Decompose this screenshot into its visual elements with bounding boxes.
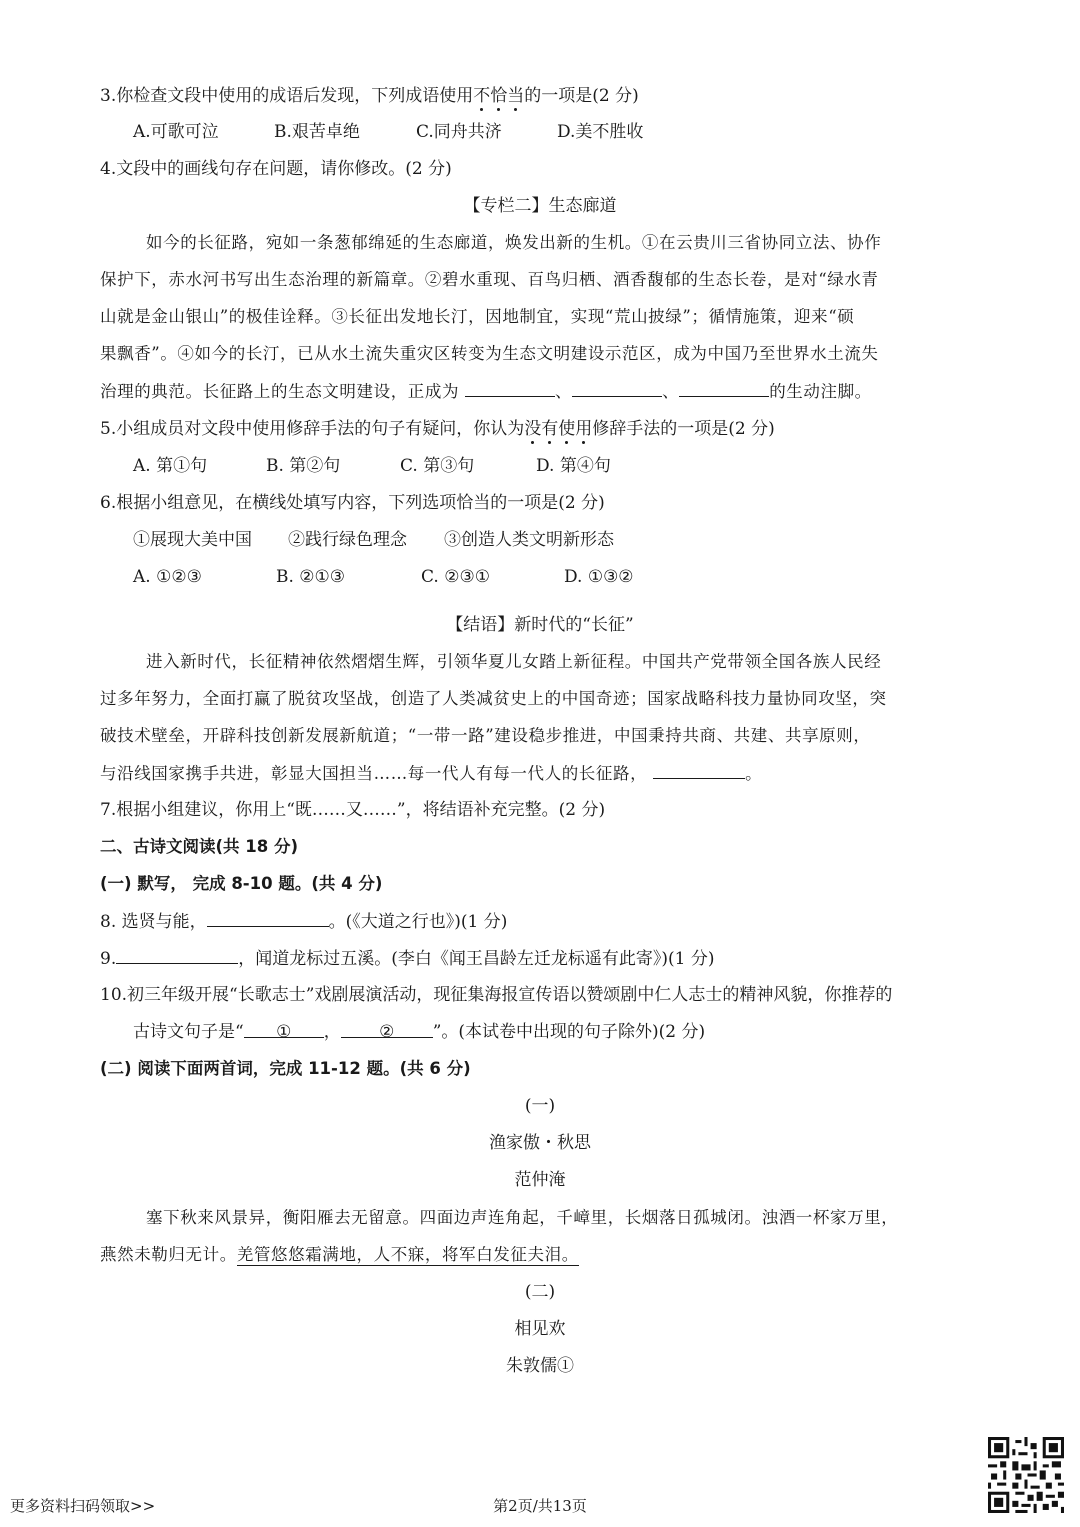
option-a: A. ①②③	[133, 567, 202, 587]
poem2-title: 相见欢	[514, 1319, 566, 1339]
question-10: 10.初三年级开展“长歌志士”戏剧展演活动，现征集海报宣传语以赞颂剧中仁人志士的精神风貌，你推荐的	[100, 985, 893, 1005]
question-4: 4.文段中的画线句存在问题，请你修改。(2 分)	[100, 159, 452, 179]
conclusion-heading: 【结语】新时代的“长征”	[446, 615, 634, 635]
answer-blank-2[interactable]: ②	[341, 1019, 433, 1038]
section-2-heading: 二、古诗文阅读(共 18 分)	[100, 837, 299, 856]
conclusion-line: 破技术壁垒，开辟科技创新发展新航道；“一带一路”建设稳步推进，中国秉持共商、共建、共享原则，	[100, 726, 871, 745]
column2-line: 果飘香”。④如今的长汀，已从水土流失重灾区转变为生态文明建设示范区，成为中国乃至世界水土流失	[100, 344, 879, 363]
poem1-number: (一)	[524, 1096, 556, 1116]
option-a: A. 第①句	[133, 456, 208, 476]
option-b: B.艰苦卓绝	[274, 122, 360, 142]
question-9: 9. ，闻道龙标过五溪。(李白《闻王昌龄左迁龙标遥有此寄》)(1 分)	[100, 945, 714, 972]
option-a: A.可歌可泣	[133, 122, 219, 142]
poem1-line: 塞下秋来风景异，衡阳雁去无留意。四面边声连角起，千嶂里，长烟落日孤城闭。浊酒一杯家万里，	[146, 1208, 899, 1227]
item-3: ③创造人类文明新形态	[444, 530, 614, 550]
question-5: 5.小组成员对文段中使用修辞手法的句子有疑问，你认为没有使用修辞手法的一项是(2 分)	[100, 419, 775, 439]
answer-blank[interactable]	[207, 908, 329, 927]
poem2-author: 朱敦儒①	[506, 1356, 574, 1376]
conclusion-line: 过多年努力，全面打赢了脱贫攻坚战，创造了人类减贫史上的中国奇迹；国家战略科技力量协同攻坚，突	[100, 689, 887, 708]
column2-line: 山就是金山银山”的极佳诠释。③长征出发地长汀，因地制宜，实现“荒山披绿”；循情施策，迎来“硕	[100, 307, 855, 326]
answer-blank[interactable]	[572, 378, 662, 397]
column2-line: 保护下，赤水河书写出生态治理的新篇章。②碧水重现、百鸟归栖、酒香馥郁的生态长卷，是对“绿水青	[100, 270, 879, 289]
poem2-number: (二)	[524, 1282, 556, 1302]
question-10-answer-line: 古诗文句子是“ ① ， ② ”。(本试卷中出现的句子除外)(2 分)	[133, 1019, 705, 1045]
column2-last-line: 治理的典范。长征路上的生态文明建设，正成为 、 、 的生动注脚。	[100, 378, 872, 405]
column2-heading: 【专栏二】生态廊道	[463, 196, 617, 216]
column2-line: 如今的长征路，宛如一条葱郁绵延的生态廊道，焕发出新的生机。①在云贵川三省协同立法、协作	[146, 233, 882, 252]
option-c: C.同舟共济	[416, 122, 502, 142]
poem1-line: 燕然未勒归无计。羌管悠悠霜满地，人不寐，将军白发征夫泪。	[100, 1245, 579, 1264]
option-d: D. ①③②	[564, 567, 634, 587]
poem1-author: 范仲淹	[514, 1170, 566, 1190]
option-d: D.美不胜收	[557, 122, 644, 142]
answer-blank-1[interactable]: ①	[244, 1019, 324, 1038]
footer-more-resources: 更多资料扫码领取>>	[10, 1497, 156, 1515]
page-number: 第2页/共13页	[493, 1497, 587, 1515]
item-2: ②践行绿色理念	[288, 530, 407, 550]
answer-blank[interactable]	[465, 378, 555, 397]
answer-blank[interactable]	[679, 378, 769, 397]
option-c: C. 第③句	[400, 456, 475, 476]
conclusion-line: 进入新时代，长征精神依然熠熠生辉，引领华夏儿女踏上新征程。中国共产党带领全国各族人民经	[146, 652, 882, 671]
answer-blank[interactable]	[653, 760, 745, 779]
poem1-title: 渔家傲・秋思	[489, 1133, 591, 1153]
part-2-heading: (二) 阅读下面两首词，完成 11-12 题。(共 6 分)	[100, 1059, 471, 1078]
conclusion-last-line: 与沿线国家携手共进，彰显大国担当……每一代人有每一代人的长征路， 。	[100, 760, 762, 787]
part-1-heading: (一) 默写， 完成 8-10 题。(共 4 分)	[100, 874, 383, 893]
answer-blank[interactable]	[116, 945, 238, 964]
question-6: 6.根据小组意见，在横线处填写内容，下列选项恰当的一项是(2 分)	[100, 493, 605, 513]
question-7: 7.根据小组建议，你用上“既……又……”，将结语补充完整。(2 分)	[100, 800, 606, 820]
underlined-sentence: 羌管悠悠霜满地，人不寐，将军白发征夫泪。	[236, 1245, 579, 1264]
option-d: D. 第④句	[536, 456, 611, 476]
option-c: C. ②③①	[421, 567, 490, 587]
option-b: B. 第②句	[266, 456, 341, 476]
question-8: 8. 选贤与能， 。(《大道之行也》)(1 分)	[100, 908, 507, 935]
item-1: ①展现大美中国	[133, 530, 252, 550]
option-b: B. ②①③	[276, 567, 346, 587]
question-3: 3.你检查文段中使用的成语后发现，下列成语使用不恰当的一项是(2 分)	[100, 86, 639, 106]
